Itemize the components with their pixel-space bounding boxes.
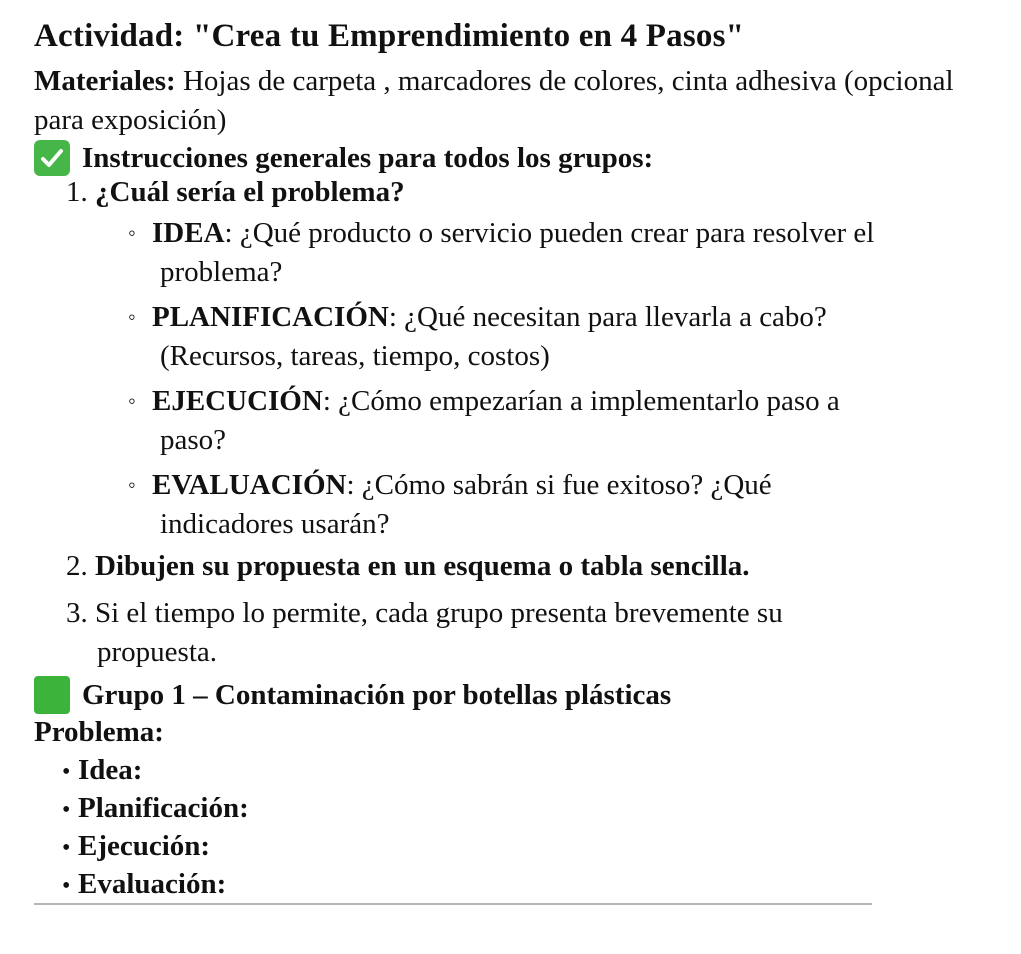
sub-label-evaluacion: EVALUACIÓN [152,469,347,501]
instructions-heading-row [34,140,653,176]
step-ejecucion [62,830,210,863]
sub-cont-idea: problema? [160,256,283,288]
list-text-3: Si el tiempo lo permite, cada grupo presenta brevemente su [95,597,783,629]
step-label-idea: Idea: [78,754,143,786]
sub-text-ejecucion: : ¿Cómo empezarían a implementarlo paso a [322,385,840,417]
activity-title: Actividad: "Crea tu Emprendimiento en 4 Pasos" [34,18,745,54]
horizontal-rule [34,903,872,905]
sub-text-evaluacion: : ¿Cómo sabrán si fue exitoso? ¿Qué [346,469,772,501]
materials-paragraph [34,62,994,140]
sub-cont-planificacion: (Recursos, tareas, tiempo, costos) [160,340,550,372]
group-1-heading: Grupo 1 – Contaminación por botellas plásticas [82,678,672,711]
sub-text-idea: : ¿Qué producto o servicio pueden crear para resolver el [224,217,875,249]
list-number-2: 2. [66,550,88,582]
sub-label-idea: IDEA [152,217,225,249]
sub-bullet: ◦ [128,472,136,497]
sub-bullet: ◦ [128,304,136,329]
sub-bullet: ◦ [128,388,136,413]
step-planificacion [62,792,249,825]
step-label-evaluacion: Evaluación: [78,868,227,900]
sub-item-evaluacion [128,465,968,544]
materials-label: Materiales: [34,65,176,97]
sub-item-ejecucion [128,381,968,460]
sub-cont-evaluacion: indicadores usarán? [160,508,390,540]
group-1-heading-row [34,676,671,714]
step-evaluacion [62,868,226,901]
step-label-ejecucion: Ejecución: [78,830,211,862]
check-mark-button-icon [34,140,70,176]
step-bullet: • [62,873,71,899]
list-item-1 [66,176,405,209]
sub-label-ejecucion: EJECUCIÓN [152,385,323,417]
green-square-icon [34,676,70,714]
sub-item-idea [128,213,968,292]
list-number-3: 3. [66,597,88,629]
sub-label-planificacion: PLANIFICACIÓN [152,301,389,333]
list-text-2: Dibujen su propuesta en un esquema o tabla sencilla. [95,550,750,582]
instructions-heading: Instrucciones generales para todos los grupos: [82,141,654,174]
step-idea [62,754,142,787]
list-text-1: ¿Cuál sería el problema? [95,176,405,208]
step-bullet: • [62,835,71,861]
materials-text: Hojas de carpeta , marcadores de colores, cinta adhesiva (opcional para exposición) [34,65,954,136]
step-bullet: • [62,797,71,823]
list-item-3 [66,594,946,672]
sub-item-planificacion [128,297,968,376]
sub-bullet: ◦ [128,220,136,245]
step-bullet: • [62,759,71,785]
list-number-1: 1. [66,176,88,208]
list-cont-3: propuesta. [97,636,217,668]
problema-label: Problema: [34,716,164,748]
sub-text-planificacion: : ¿Qué necesitan para llevarla a cabo? [388,301,827,333]
check-mark-glyph [38,144,66,172]
list-item-2 [66,550,750,583]
sub-cont-ejecucion: paso? [160,424,227,456]
step-label-planificacion: Planificación: [78,792,249,824]
